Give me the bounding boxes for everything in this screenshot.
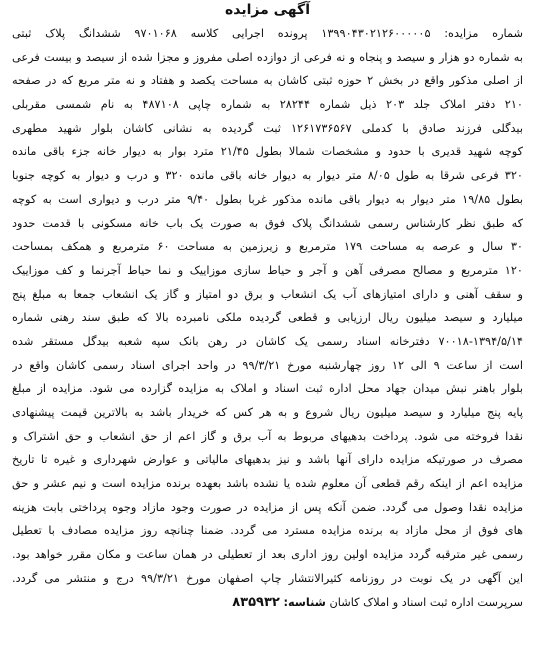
notice-line: رسمی غیر مترقبه گردد مزایده اولین روز اداری بعد از تعطیلی در همان ساعت و مکان مقرر خواهد بود. (12, 548, 523, 562)
notice-signature-line (12, 591, 523, 615)
shenase-value: ۸۳۵۹۳۲ (232, 594, 280, 610)
notice-title: آگهی مزایده (224, 2, 310, 18)
notice-line: های فوق از محل مازاد به برنده مزایده مسترد می گردد. ضمنا چنانچه روز مزایده مصادف با تعطیل (12, 524, 523, 538)
notice-line: این آگهی در یک نوبت در روزنامه کثیرالانتشار چاپ اصفهان مورخ ۹۹/۳/۲۱ درج و منتشر می گردد. (12, 571, 523, 585)
notice-line: کوچه شهید قدیری با حدود و مشخصات شمالا بطول ۲۱/۴۵ مترد بوار به دیوار خانه جزء باقی مانده (12, 145, 523, 159)
notice-line: پایه پنج میلیارد و سیصد میلیون ریال شروع و به هر کس که خریدار باشد به بالاترین قیمت پیشنهادی (12, 406, 523, 419)
notice-line: مزایده نقدا وصول می گردد. ضمن آنکه پس از مزایده در صورت وجود مازاد وجوه پرداختی بابت هزینه (12, 500, 523, 514)
notice-line: به شماره دو هزار و سیصد و پنجاه و نه فرعی از دوازده اصلی مفروز و مجزا شده از سیصد و بیست فرعی (12, 50, 523, 64)
notice-line: ۷۰۰۱۸-۱۳۹۴/۵/۱۴ دفترخانه اسناد رسمی یک کاشان در رهن بانک سپه شعبه بیدگل مستقر شده (12, 334, 523, 348)
notice-line: شماره مزایده: ۱۳۹۹۰۴۳۰۲۱۲۶۰۰۰۰۰۵ پرونده اجرایی کلاسه ۹۷۰۱۰۶۸ ششدانگ پلاک ثبتی (12, 27, 523, 40)
notice-line: نقدا فروخته می شود. پرداخت بدهیهای مربوط به آب برق و گاز اعم از حق انشعاب و حق اشتراک و (12, 429, 523, 443)
signature-text: سرپرست اداره ثبت اسناد و املاک کاشان (329, 595, 523, 609)
shenase-label: شناسه: (283, 595, 326, 609)
notice-line: میلیارد و سیصد میلیون ریال ارزیابی و قطعی گردیده ملکی نامبرده بالا که طبق سند رهنی شماره (12, 311, 523, 325)
notice-line: ۱۲۰ مترمربع و مصالح مصرفی آهن و آجر و حیاط سازی موزاییک و نما حیاط آجرنما و کف موزاییک (12, 263, 523, 277)
notice-line: ۳۲۰ فرعی شرقا به طول ۸/۰۵ متر دیوار به دیوار خانه باقی مانده ۳۲۰ و درب و دیوار به کوچه جنوبا (12, 169, 523, 183)
notice-line: بلوار باهنر نبش میدان جهاد محل اداره ثبت اسناد و املاک به مزایده گزارده می شود. مزایده از مبلغ (12, 382, 523, 396)
notice-line: از اصلی مذکور واقع در بخش ۲ حوزه ثبتی کاشان به مساحت یکصد و هفتاد و نه متر مربع که در صفحه (12, 74, 523, 88)
notice-line: است از ساعت ۹ الی ۱۲ روز چهارشنبه مورخ ۹۹/۳/۲۱ در واحد اجرای اسناد رسمی کاشان واقع در (12, 358, 523, 372)
notice-line: و سقف آهنی و دارای امتیازهای آب یک انشعاب و برق دو امتیاز و گاز یک انشعاب جمعا به مبلغ پنج (12, 287, 523, 301)
notice-line: بطول ۱۹/۸۵ متر دیوار به دیوار باقی مانده مذکور غربا بطول ۹/۴۰ متر درب و دیواری است به کوچه (12, 192, 523, 206)
notice-line: ۳۰ سال و عرصه به مساحت ۱۷۹ مترمربع و زیرزمین به مساحت ۶۰ مترمربع و همکف بمساحت (12, 240, 523, 254)
notice-line: که طبق نظر کارشناس رسمی ششدانگ پلاک فوق به صورت یک باب خانه مسکونی با قدمت حدود (12, 216, 523, 230)
notice-body (12, 22, 523, 614)
notice-line: مزایده اعم از اینکه رقم قطعی آن معلوم شده یا نشده باشد بعهده برنده مزایده است و نیم عشر و حق (12, 477, 523, 491)
notice-line: مصرف در صورتیکه مزایده دارای آنها باشد و نیز بدهیهای مالیاتی و عوارض شهرداری و غیره تا تاریخ (12, 453, 523, 467)
notice-line: بیدگلی فرزند صادق با کدملی ۱۲۶۱۷۳۶۵۶۷ ثبت گردیده به نشانی کاشان بلوار شهید مطهری (12, 121, 523, 135)
notice-line: ۲۱۰ دفتر املاک جلد ۲۰۳ ذیل شماره ۲۸۲۴۴ به شماره چاپی ۴۸۷۱۰۸ به نام شمسی مقربلی (12, 98, 523, 112)
